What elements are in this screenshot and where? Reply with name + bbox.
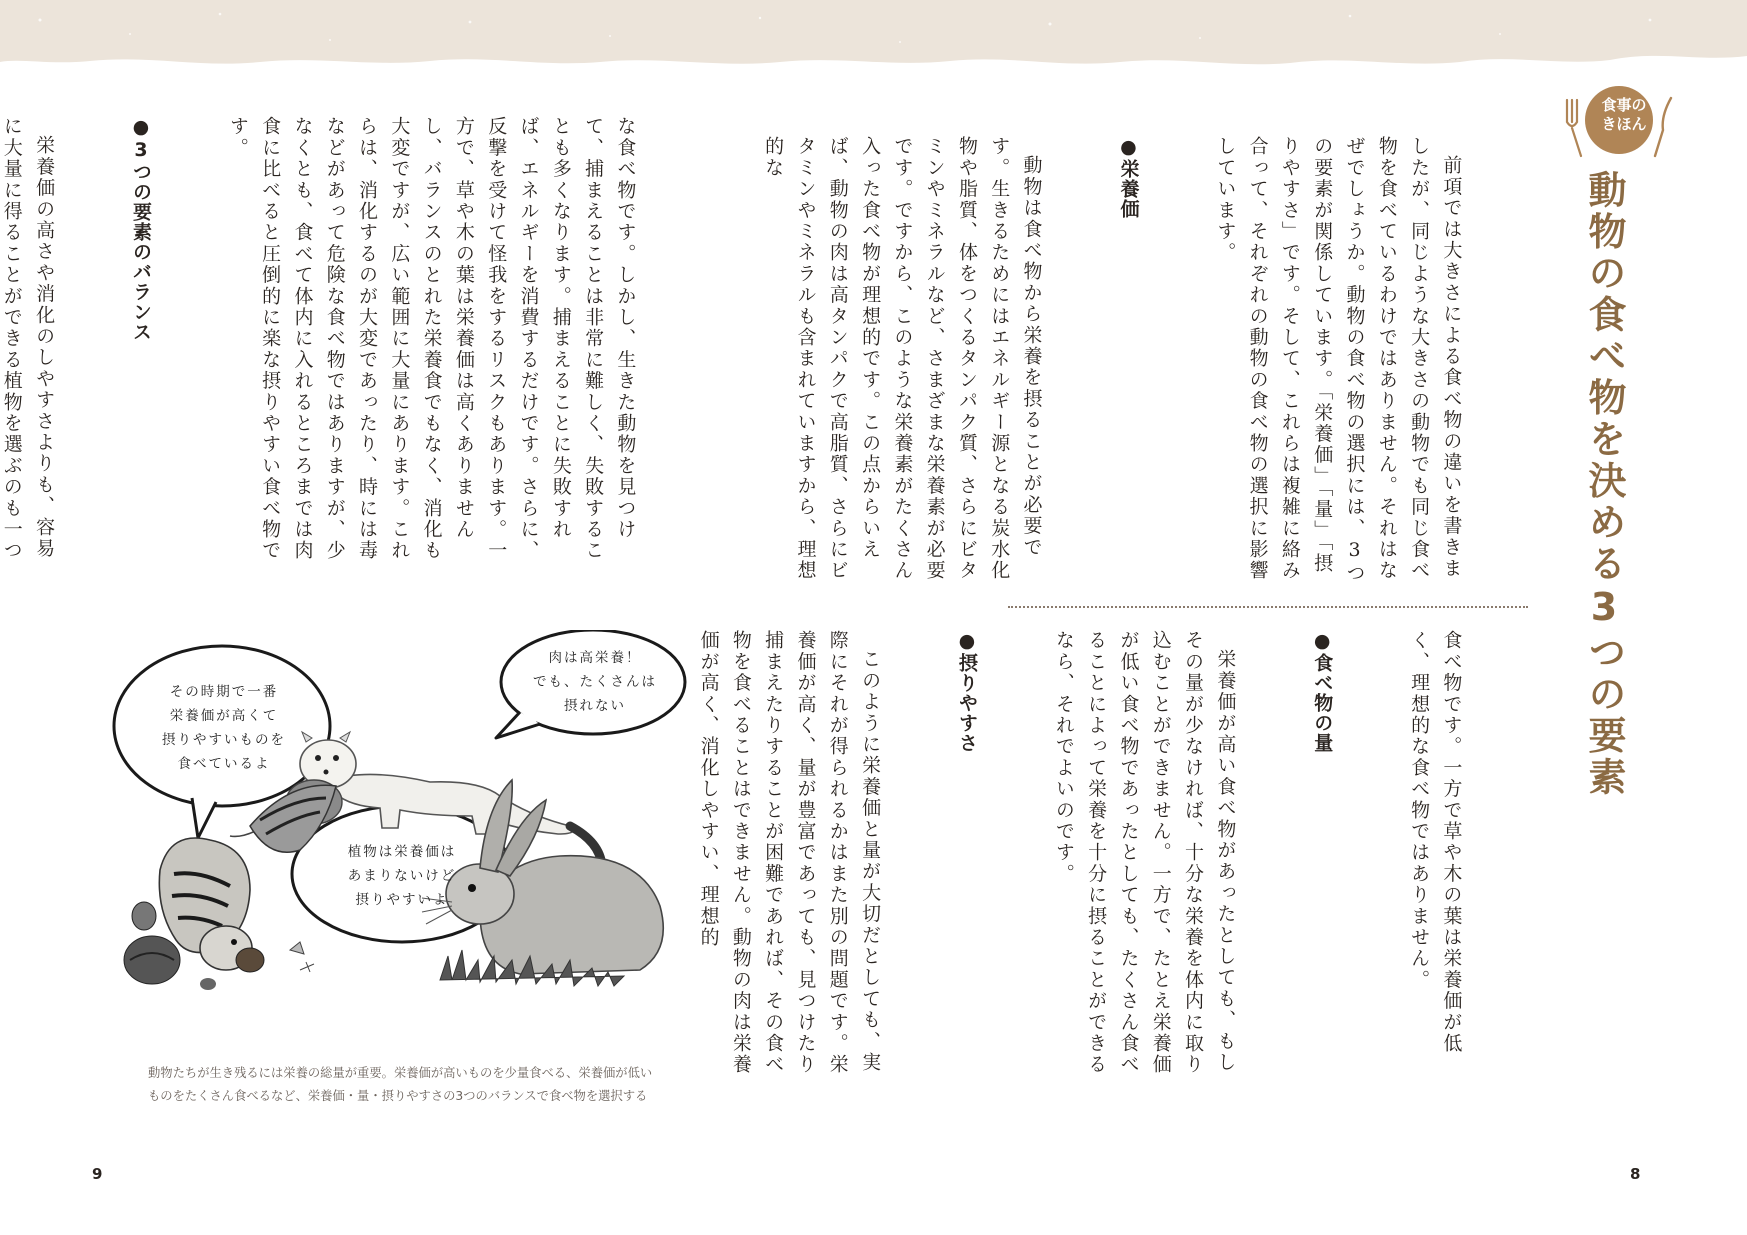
top-paper-band <box>0 0 1747 68</box>
illustration-caption <box>148 1062 708 1108</box>
balance-paragraph: 栄養価の高さや消化のしやすさよりも、容易に大量に得ることができる植物を選ぶのも一つ <box>0 116 56 562</box>
bubble-rabbit-line1: 植物は栄養価は <box>347 844 457 860</box>
nutrition-continued: 食べ物です。一方で草や木の葉は栄養価が低く、理想的な食べ物ではありません。 <box>1408 630 1463 1054</box>
bubble-rabbit-text <box>322 840 482 912</box>
left-page-text <box>0 116 706 572</box>
bubble-weasel-line2: でも、たくさんは <box>533 674 657 690</box>
bubble-chipmunk-line1: その時期で一番 <box>169 684 279 700</box>
bubble-chipmunk-line4: 食べているよ <box>177 756 271 772</box>
caption-line1: 動物たちが生き残るには栄養の総量が重要。栄養価が高いものを少量食べる、栄養価が低い <box>148 1066 653 1080</box>
bubble-weasel-line3: 摂れない <box>564 698 626 714</box>
amount-paragraph: 栄養価が高い食べ物があったとしても、もしその量が少なければ、十分な栄養を体内に取り込むことができません。一方で、たとえ栄養価が低い食べ物であったとしても、たくさん食べることによって栄養を十分に摂ることができるなら、それでよいのです。 <box>1052 630 1237 1076</box>
bubble-chipmunk-line2: 栄養価が高くて <box>169 708 279 724</box>
right-upper-text <box>762 136 1532 588</box>
nutrition-heading: ●栄養価 <box>1117 136 1140 219</box>
bubble-rabbit-line2: あまりないけど <box>347 868 457 884</box>
bubble-rabbit-line3: 摂りやすいよ <box>355 892 449 908</box>
amount-heading: ●食べ物の量 <box>1311 630 1334 753</box>
caption-line2: ものをたくさん食べるなど、栄養価・量・摂りやすさの3つのバランスで食べ物を選択する <box>148 1089 648 1103</box>
ease-continued: な食べ物です。しかし、生きた動物を見つけて、捕まえることは非常に難しく、失敗することも多くなります。捕まえることに失敗すれば、エネルギーを消費するだけです。さらに、反撃を受けて怪我をするリスクもあります。一方で、草や木の葉は栄養価は高くありませんし、バランスのとれた栄養食でもなく、消化も大変ですが、広い範囲に大量にあります。これらは、消化するのが大変であったり、時には毒などがあって危険な食べ物ではありますが、少なくとも、食べて体内に入れるところまでは肉食に比べると圧倒的に楽な摂りやすい食べ物です。 <box>226 116 637 562</box>
ease-paragraph: このように栄養価と量が大切だとしても、実際にそれが得られるかはまた別の問題です。栄養価が高く、量が豊富であっても、見つけたり捕まえたりすることが困難であれば、その食べ物を食べることはできません。動物の肉は栄養価が高く、消化しやすい、理想的 <box>697 630 882 1076</box>
page-title: 動物の食べ物を決める3つの要素 <box>1582 170 1626 799</box>
ease-heading: ●摂りやすさ <box>955 630 978 753</box>
badge-label <box>1597 96 1651 134</box>
bubble-weasel-text <box>515 646 675 718</box>
bubble-chipmunk-line3: 摂りやすいものを <box>162 732 286 748</box>
left-page-number: 9 <box>92 1165 103 1183</box>
right-lower-text <box>697 630 1532 1090</box>
bubble-chipmunk-text <box>124 680 324 776</box>
badge-line1: 食事の <box>1601 96 1647 114</box>
section-divider <box>1008 606 1528 608</box>
nutrition-paragraph: 動物は食べ物から栄養を摂ることが必要です。生きるためにはエネルギー源となる炭水化物や脂質、体をつくるタンパク質、さらにビタミンやミネラルなど、さまざまな栄養素が必要です。ですから、このような栄養素がたくさん入った食べ物が理想的です。この点からいえば、動物の肉は高タンパクで高脂質、さらにビタミンやミネラルも含まれていますから、理想的な <box>762 136 1043 582</box>
balance-heading: ●3つの要素のバランス <box>129 116 152 342</box>
bubble-weasel-line1: 肉は高栄養！ <box>548 650 642 666</box>
badge-line2: きほん <box>1601 115 1647 133</box>
right-page-number: 8 <box>1630 1165 1641 1183</box>
intro-paragraph: 前項では大きさによる食べ物の違いを書きましたが、同じような大きさの動物でも同じ食べ物を食べているわけではありません。それはなぜでしょうか。動物の食べ物の選択には、3つの要素が関係しています。「栄養価」「量」「摂りやすさ」です。そして、これらは複雑に絡み合って、それぞれの動物の食べ物の選択に影響しています。 <box>1214 136 1463 585</box>
